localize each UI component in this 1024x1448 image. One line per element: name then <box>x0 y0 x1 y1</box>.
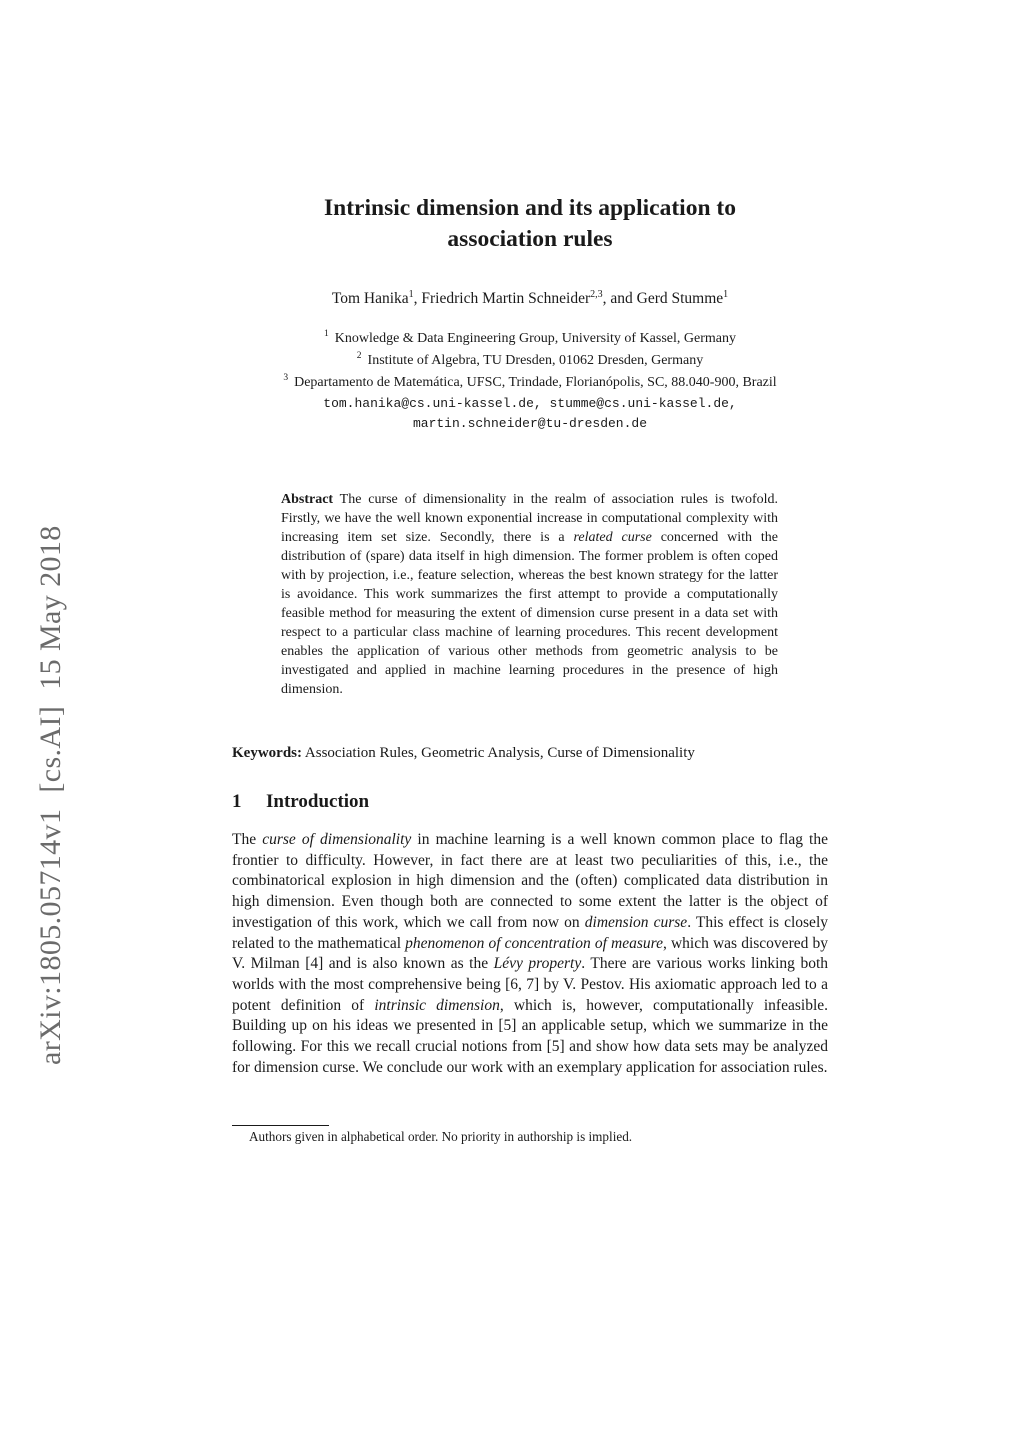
introduction-paragraph <box>232 830 828 1078</box>
author-sup: 1 <box>408 289 414 300</box>
arxiv-id: arXiv:1805.05714v1 <box>34 808 67 1065</box>
affiliation-sup: 1 <box>324 329 329 339</box>
body-text: , which was discovered by V. Milman [4] and is also known as the <box>232 934 828 973</box>
author-separator: , <box>413 290 422 307</box>
keywords-label: Keywords: <box>232 745 302 761</box>
body-text: , which is, however, computationally infeasible. Building up on his ideas we presented in [5] an applicable setup, which we summarize in the following. For this we recall crucial notions from [5] and show how data sets may be analyzed for dimension curse. We conclude our work with an exemplary application for association rules. <box>232 996 829 1076</box>
body-emphasis: phenomenon of concentration of measure <box>405 934 663 952</box>
section-number: 1 <box>232 791 242 812</box>
affiliation-text: Institute of Algebra, TU Dresden, 01062 Dresden, Germany <box>367 353 704 368</box>
author-separator: , and <box>602 290 637 307</box>
affiliation-sup: 3 <box>283 373 289 383</box>
affiliation-text: Departamento de Matemática, UFSC, Trindade, Florianópolis, SC, 88.040-900, Brazil <box>294 375 777 390</box>
affiliation <box>200 328 860 350</box>
body-text: . There are various works linking both worlds with the most comprehensive being [6, 7] by V. Pestov. His axiomatic approach led to a potent definition of <box>232 955 828 1014</box>
keywords-text: Association Rules, Geometric Analysis, Curse of Dimensionality <box>302 745 695 761</box>
abstract-label: Abstract <box>281 492 334 507</box>
footnote: Authors given in alphabetical order. No priority in authorship is implied. <box>249 1129 633 1144</box>
footnote-rule <box>232 1125 329 1126</box>
affiliation <box>200 350 860 372</box>
author-sup: 1 <box>723 289 729 300</box>
keywords <box>232 745 832 762</box>
body-emphasis: curse of dimensionality <box>262 831 412 848</box>
author-name: Tom Hanika <box>331 290 409 307</box>
body-text: in machine learning is a well known common place to flag the frontier to difficulty. However, in fact there are at least two peculiarities of this, i.e., the combinatorical explosion in high dimension and the (often) complicated data distribution in high dimension. Even though both are connected to some extent the latter is the object of investigation of this work, which we call from now on <box>232 831 828 931</box>
body-emphasis: dimension curse <box>584 913 688 931</box>
title-line-1: Intrinsic dimension and its application to <box>324 195 736 221</box>
body-emphasis: Lévy property <box>493 955 582 973</box>
affiliation-sup: 2 <box>356 351 362 361</box>
body-text: . This effect is closely related to the mathematical <box>232 913 828 952</box>
paper-title <box>230 193 830 255</box>
abstract <box>281 490 778 699</box>
author-name: Gerd Stumme <box>636 290 724 307</box>
arxiv-category: [cs.AI] <box>34 705 67 793</box>
body-text: The <box>232 831 263 848</box>
section-title: Introduction <box>266 791 370 812</box>
title-line-2: association rules <box>447 226 613 252</box>
abstract-text: The curse of dimensionality in the realm of association rules is twofold. Firstly, we have the well known exponential increase in computational complexity with increasing item set size. Secondly, there is a <box>281 492 778 545</box>
author-sup: 2,3 <box>590 289 603 300</box>
email-line-2: martin.schneider@tu-dresden.de <box>412 416 648 431</box>
arxiv-stamp <box>34 525 68 1065</box>
affiliations <box>200 328 860 434</box>
section-heading <box>232 791 369 813</box>
body-emphasis: intrinsic dimension <box>374 996 500 1014</box>
author-list <box>230 290 830 308</box>
abstract-text: concerned with the distribution of (spare) data itself in high dimension. The former problem is often coped with by projection, i.e., feature selection, whereas the best known strategy for the latter is avoidance. This work summarizes the first attempt to provide a computationally feasible method for measuring the extent of dimension curse present in a data set with respect to a particular class machine of learning procedures. This recent development enables the application of various other methods from geometric analysis to be investigated and applied in machine learning procedures in the presence of high dimension. <box>281 530 778 697</box>
abstract-emphasis: related curse <box>573 530 652 545</box>
arxiv-date: 15 May 2018 <box>34 525 67 690</box>
email-line-1: tom.hanika@cs.uni-kassel.de, stumme@cs.uni-kassel.de, <box>323 396 737 411</box>
affiliation <box>200 372 860 394</box>
affiliation-text: Knowledge & Data Engineering Group, University of Kassel, Germany <box>334 331 736 346</box>
author-name: Friedrich Martin Schneider <box>421 290 591 307</box>
